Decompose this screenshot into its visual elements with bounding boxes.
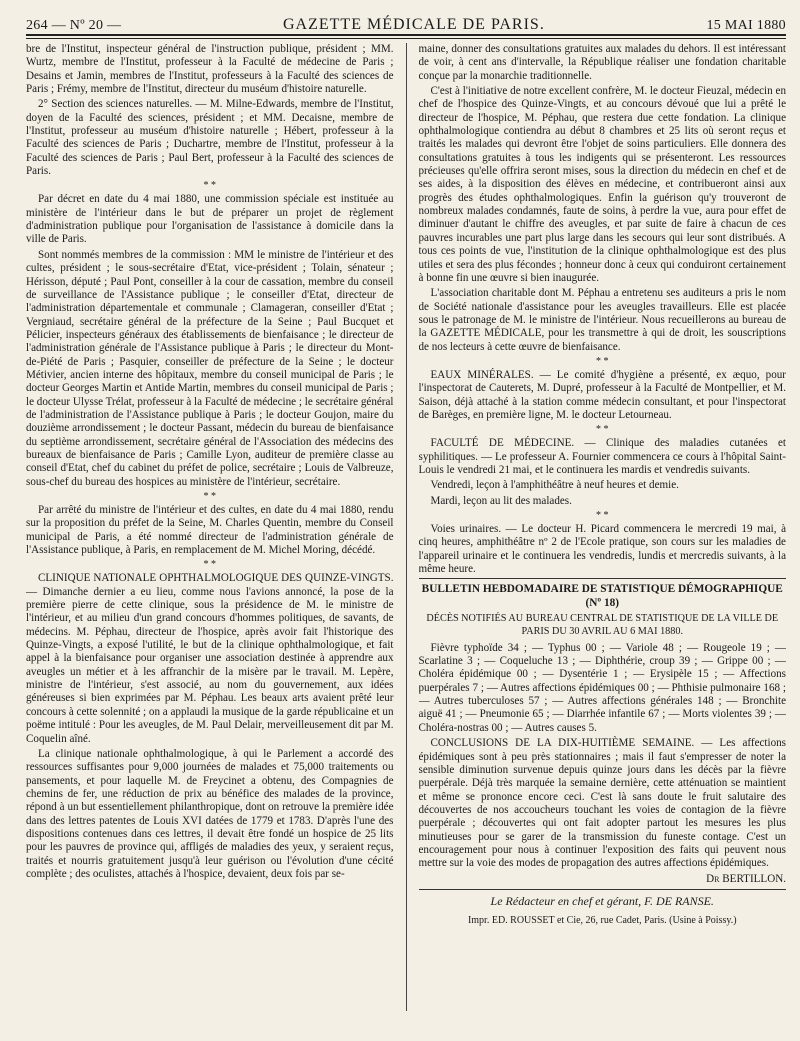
article-paragraph: 2° Section des sciences naturelles. — M. Milne-Edwards, membre de l'Institut, doyen de la Faculté des sciences, président ; et MM. Decaisne, membre de l'Institut, professeur au muséum d'histoire naturelle ; Hébert, professeur à la Faculté des sciences de Paris ; Duchartre, membre de l'Institut, professeur à la Faculté des sciences de Paris ; Paul Bert, professeur à la Faculté des sciences de Paris. xyxy=(26,98,394,178)
article-paragraph: Vendredi, leçon à l'amphithéâtre à neuf heures et demie. xyxy=(430,479,679,492)
section-separator-stars: * * xyxy=(596,355,609,367)
article-paragraph: L'association charitable dont M. Péphau a entretenu ses auditeurs a pris le nom de Société nationale d'assistance pour les aveugles travailleurs. Elle est placée sous le patronage de M. le ministre de l'intérieur. Nous recueillerons au bureau de la GAZETTE MÉDICALE, pour les transmettre à qui de droit, les souscriptions de nos lecteurs à cette œuvre de bienfaisance. xyxy=(418,287,786,353)
article-paragraph: Fièvre typhoïde 34 ; — Typhus 00 ; — Variole 48 ; — Rougeole 19 ; — Scarlatine 3 ; — Coqueluche 13 ; — Diphthérie, croup 39 ; — Grippe 00 ; — Choléra épidémique 00 ; — Dysentérie 1 ; — Erysipèle 15 ; — Affections puerpérales 7 ; — Autres affections épidémiques 00 ; — Phthisie pulmonaire 168 ; — Autres tuberculoses 57 ; — Autres affections générales 148 ; — Bronchite aiguë 41 ; — Pneumonie 65 ; — Diarrhée infantile 67 ; — Morts violentes 39 ; — Choléra-nostras 00 ; — Autres causes 5. xyxy=(418,641,786,734)
bulletin-subheading: DÉCÈS NOTIFIÉS AU BUREAU CENTRAL DE STATISTIQUE DE LA VILLE DE PARIS DU 30 AVRIL AU 6 MAI 1880. xyxy=(426,613,779,638)
article-paragraph: Par décret en date du 4 mai 1880, une commission spéciale est instituée au ministère de l'intérieur dans le but de préparer un projet de règlement d'administration publique pour l'organisation de l'assistance à domicile dans la ville de Paris. xyxy=(26,193,394,246)
section-separator-stars: * * xyxy=(596,424,609,436)
article-paragraph: CONCLUSIONS DE LA DIX-HUITIÈME SEMAINE. — Les affections épidémiques sont à peu près stationnaires ; mais il faut s'empresser de noter la sensible diminution survenue depuis quinze jours dans les décès par la fièvre puerpérale. Déjà très marquée la semaine dernière, cette atténuation se maintient et même se prononce encore ceci. C'est là sans doute le fruit salutaire des découvertes de nos accoucheurs touchant les voies de contagion de la fièvre puerpérale ; découvertes qui ont fait adopter partout les mesures les plus minutieuses pour se garer de la transmission du funeste contage. C'est un encouragement pour nous à continuer l'exposition des faits qui peuvent nous mettre sur la voie des modes de propagation des autres affections épidémiques. xyxy=(418,737,786,870)
article-paragraph: FACULTÉ DE MÉDECINE. — Clinique des maladies cutanées et syphilitiques. — Le professeur A. Fournier commencera ce cours à l'hôpital Saint-Louis le vendredi 21 mai, et le continuera les mardis et vendredis suivants. xyxy=(418,437,786,476)
article-paragraph: maine, donner des consultations gratuites aux malades du dehors. Il est intéressant de voir, à cent ans d'intervalle, la République réaliser une fondation charitable conçue par la monarchie traditionnelle. xyxy=(418,43,786,82)
article-paragraph: bre de l'Institut, inspecteur général de l'instruction publique, président ; MM. Wurtz, membre de l'Institut, professeur à la Faculté de médecine de Paris ; Desains et Jamin, membres de l'Institut, professeurs à la Faculté des sciences de Paris ; Frémy, membre de l'Institut, directeur du muséum d'histoire naturelle. xyxy=(26,43,394,96)
page-number: 264 — Nº 20 — xyxy=(26,18,122,33)
article-paragraph: La clinique nationale ophthalmologique, à qui le Parlement a accordé des ressources suffisantes pour 9,000 journées de malades et 75,000 traitements ou pansements, et pour laquelle M. de Freycinet a obtenu, des Compagnies de chemins de fer, une réduction de prix au bénéfice des malades de la province, répond à un but essentiellement philanthropique, dont on retrouve la première idée dans des lettres patentes de Louis XVI datées de 1779 et 1783. D'après l'une des dispositions contenues dans ces lettres, il devait être fondé un hospice de 25 lits pour les pauvres de province qui, affligés de maladies des yeux, y seraient reçus, traités et nourris gratuitement jusqu'à leur guérison ou l'évolution d'une cécité complète ; des oculistes, attachés à l'hospice, devaient, deux fois par se- xyxy=(26,747,394,880)
article-paragraph: CLINIQUE NATIONALE OPHTHALMOLOGIQUE DES QUINZE-VINGTS. — Dimanche dernier a eu lieu, comme nous l'avions annoncé, la pose de la première pierre de cette clinique, sous la présidence de M. le ministre de l'intérieur, et au milieu d'un grand concours d'hommes politiques, de savants, de médecins. M. Péphau, directeur de l'hospice, après avoir fait l'historique des Quinze-Vingts, a exposé l'utilité, le but de la clinique ophthalmologique, et fait appel à la bienfaisance pour organiser une association destinée à apprendre aux aveugles un métier et à les affranchir de la misère par le travail. M. Lepère, ministre de l'intérieur, s'est associé, au nom du gouvernement, aux idées généreuses si bien exprimées par M. Péphau. Les beaux arts avaient prêté leur concours à cette solennité ; on a applaudi la musique de la garde républicaine et un poëme intitulé : Pour les aveugles, de M. Paul Delair, merveilleusement dit par M. Coquelin aîné. xyxy=(26,572,394,745)
article-paragraph: Sont nommés membres de la commission : MM le ministre de l'intérieur et des cultes, président ; le sous-secrétaire d'Etat, vice-président ; Tolain, sénateur ; Hérisson, député ; Paul Pont, conseiller à la cour de cassation, membre du conseil de surveillance de l'Assistance publique ; le conseiller d'Etat, directeur de l'administration départementale et communale ; Clamageran, conseiller d'Etat ; Vergniaud, secrétaire général de la préfecture de la Seine ; Paul Bucquet et Pélicier, inspecteurs généraux des établissements de bienfaisance ; le directeur de l'administration générale de l'Assistance publique à Paris ; le directeur du Mont-de-Piété de Paris ; Pasquier, conseiller de préfecture de la Seine ; le docteur Métivier, ancien interne des hôpitaux, membre du conseil municipal de Paris ; le docteur Georges Martin et Antide Martin, membres du conseil municipal de Paris ; le docteur Ulysse Trélat, professeur à la Faculté de médecine ; le secrétaire général de l'administration de l'Assistance publique à Paris ; le docteur Goujon, maire du douzième arrondissement ; le docteur Passant, médecin du bureau de bienfaisance du septième arrondissement, secrétaire général de l'Association des médecins des bureaux de bienfaisance de Paris ; Camille Lyon, auditeur de première classe au conseil d'Etat, chef du cabinet du préfet de police, secrétaire ; Louis de Valbreuze, sous-chef du bureau des hospices au ministère de l'intérieur, secrétaire. xyxy=(26,248,394,488)
left-column xyxy=(26,43,394,1011)
article-paragraph: EAUX MINÉRALES. — Le comité d'hygiène a présenté, ex æquo, pour l'inspectorat de Cauterets, M. Dupré, professeur à la Faculté de Montpellier, et M. Saison, déjà attaché à la station comme médecin consultant, et pour l'inspectorat de Barèges, en première ligne, M. le docteur Letourneau. xyxy=(418,368,786,421)
printer-imprint: Impr. ED. ROUSSET et Cie, 26, rue Cadet, Paris. (Usine à Poissy.) xyxy=(467,915,737,927)
right-column xyxy=(419,43,787,1011)
article-paragraph: Voies urinaires. — Le docteur H. Picard commencera le mercredi 19 mai, à cinq heures, amphithéâtre nº 2 de l'Ecole pratique, son cours sur les maladies de l'appareil urinaire et le continuera les vendredis, lundis et mercredis suivants, à la même heure. xyxy=(418,523,786,576)
column-divider xyxy=(406,43,407,1011)
article-paragraph: C'est à l'initiative de notre excellent confrère, M. le docteur Fieuzal, médecin en chef de l'hospice des Quinze-Vingts, et au concours dévoué que lui a prêté le directeur de l'hospice, M. Péphau, que restera due cette fondation. La clinique ophthalmologique contiendra au début 8 chambres et 25 lits où seront reçus et traités les malades qui devront être l'objet de soins particuliers. Elle donnera des consultations gratuites à tous les indigents qui se présenteront. Les ressources précieuses qu'elle offrira seront mises, sous la direction du médecin en chef et de ses aides, à la disposition des élèves en médecine, et contribueront ainsi aux progrès des études ophthalmologiques. Enfin la guérison qu'y trouveront de nombreux malades condamnés, faute de soins, à perdre la vue, aura pour effet de diminuer d'autant le chiffre des aveugles, et par suite de faire à chacun de ces pauvres incurables une part plus large dans les secours qui leur sont distribués. A tous ces points de vue, l'institution de la clinique ophthalmologique est des plus utiles et sera des plus fécondes ; honneur donc à ceux qui conduiront certainement à bonne fin une œuvre si bien inaugurée. xyxy=(418,85,786,284)
signature: Dr BERTILLON. xyxy=(706,872,786,885)
bulletin-heading: BULLETIN HEBDOMADAIRE DE STATISTIQUE DÉMOGRAPHIQUE (Nº 18) xyxy=(419,578,787,610)
section-separator-stars: * * xyxy=(203,491,216,502)
section-separator-stars: * * xyxy=(203,180,216,192)
issue-date: 15 MAI 1880 xyxy=(706,18,786,33)
article-paragraph: Mardi, leçon au lit des malades. xyxy=(430,494,572,507)
page-header xyxy=(26,10,786,36)
section-separator-stars: * * xyxy=(203,559,216,571)
article-paragraph: Par arrêté du ministre de l'intérieur et des cultes, en date du 4 mai 1880, rendu sur la proposition du préfet de la Seine, M. Charles Quentin, membre du Conseil municipal de Paris, a été nommé directeur de l'administration générale de l'Assistance publique, à Paris, en remplacement de M. Michel Moring, décédé. xyxy=(26,504,394,557)
columns xyxy=(26,43,786,1011)
masthead-title: GAZETTE MÉDICALE DE PARIS. xyxy=(282,16,545,33)
header-rule xyxy=(26,38,786,39)
section-separator-stars: * * xyxy=(596,510,609,521)
editor-line: Le Rédacteur en chef et gérant, F. DE RANSE. xyxy=(419,889,787,908)
